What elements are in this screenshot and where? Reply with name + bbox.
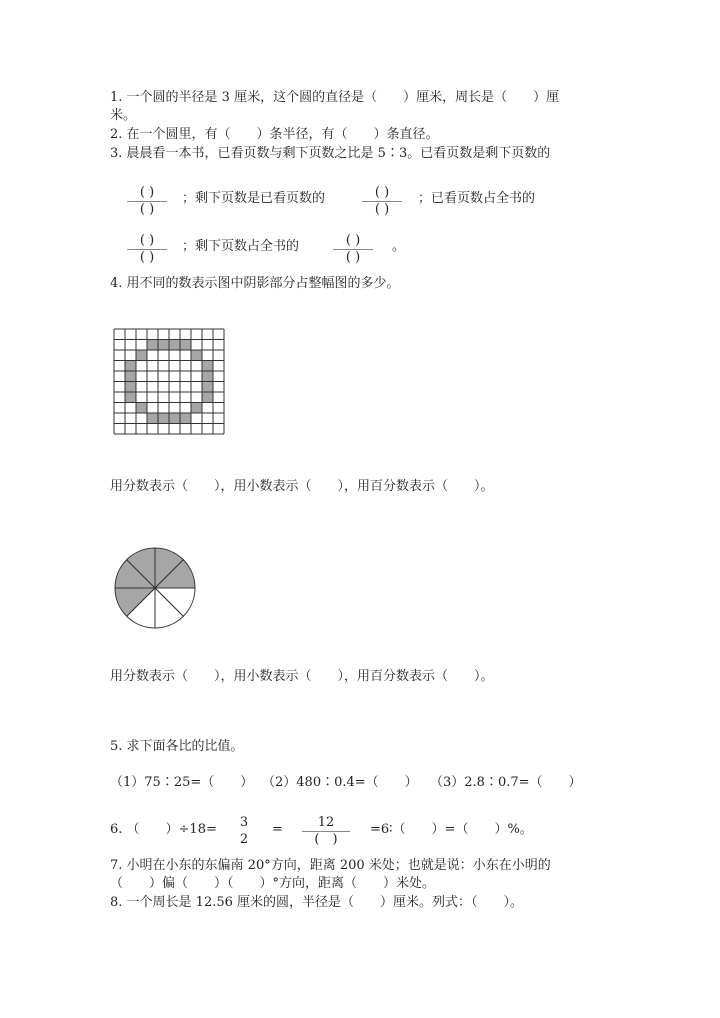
fraction-numerator: ( ) [374,185,390,200]
fraction-denominator: ( ) [139,202,155,217]
shaded-cell [158,340,169,351]
fraction-denominator: ( ) [374,202,390,217]
q8-text: 8. 一个周长是 12.56 厘米的圆，半径是（ ）厘米。列式：（ ）。 [110,895,524,910]
shaded-cell [202,361,213,372]
q5-item-2: （2）480∶0.4=（ ） [262,775,418,790]
fraction-denominator: ( ) [345,250,361,265]
q3-seg3: ；剩下页数占全书的 [182,239,300,254]
q3-fraction-3[interactable] [127,234,167,265]
q6-equals: = [272,822,283,837]
shaded-cell [180,340,191,351]
q7-line1: 7. 小明在小东的东偏南 20°方向，距离 200 米处；也就是说：小东在小明的 [110,858,551,873]
shaded-cell [158,413,169,424]
q4-answer2: 用分数表示（ ），用小数表示（ ），用百分数表示（ ）。 [110,669,494,684]
pie-figure [113,546,197,630]
q3-fraction-4[interactable] [333,234,373,265]
q1-line1: 1. 一个圆的半径是 3 厘米，这个圆的直径是（ ）厘米，周长是（ ）厘 [110,90,560,105]
q5-text: 5. 求下面各比的比值。 [110,739,244,754]
q3-fraction-2[interactable] [362,186,402,217]
shaded-cell [169,413,180,424]
q4-text: 4. 用不同的数表示图中阴影部分占整幅图的多少。 [110,276,400,291]
q6-part1: 6. （ ）÷18= [110,822,217,837]
q2-text: 2. 在一个圆里，有（ ）条半径，有（ ）条直径。 [110,127,439,142]
q6-part2: =6∶（ ）=（ ）%。 [370,822,533,837]
q5-item-1: （1）75∶25=（ ） [110,775,254,790]
shaded-cell [147,413,158,424]
fraction-numerator: 12 [317,815,335,830]
q7-line2: （ ）偏（ ）（ ）°方向，距离（ ）米处。 [110,876,436,891]
grid-figure [113,328,227,435]
shaded-cell [180,413,191,424]
fraction-denominator: 2 [239,832,249,847]
shaded-cell [202,382,213,393]
shaded-cell [125,361,136,372]
fraction-numerator: ( ) [345,233,361,248]
q3-fraction-1[interactable] [127,186,167,217]
q4-answer1: 用分数表示（ ），用小数表示（ ），用百分数表示（ ）。 [110,479,494,494]
shaded-cell [125,392,136,403]
q6-fraction-12[interactable] [302,816,350,847]
q6-fraction-3-2 [226,816,262,847]
fraction-denominator: ( ) [139,250,155,265]
fraction-numerator: ( ) [139,185,155,200]
q5-item-3: （3）2.8∶0.7=（ ） [430,775,582,790]
shaded-cell [202,371,213,382]
shaded-cell [125,382,136,393]
q3-end: 。 [392,239,406,254]
q3-seg2: ；已看页数占全书的 [418,191,536,206]
shaded-cell [136,403,147,414]
q3-text: 3. 晨晨看一本书，已看页数与剩下页数之比是 5∶3。已看页数是剩下页数的 [110,146,551,161]
shaded-cell [169,340,180,351]
fraction-denominator: ( ) [314,832,338,847]
shaded-cell [147,340,158,351]
fraction-numerator: 3 [239,815,249,830]
shaded-cell [136,350,147,361]
q3-seg1: ；剩下页数是已看页数的 [182,191,326,206]
fraction-numerator: ( ) [139,233,155,248]
q1-line2: 米。 [110,108,137,123]
shaded-cell [191,403,202,414]
shaded-cell [191,350,202,361]
shaded-cell [202,392,213,403]
shaded-cell [125,371,136,382]
